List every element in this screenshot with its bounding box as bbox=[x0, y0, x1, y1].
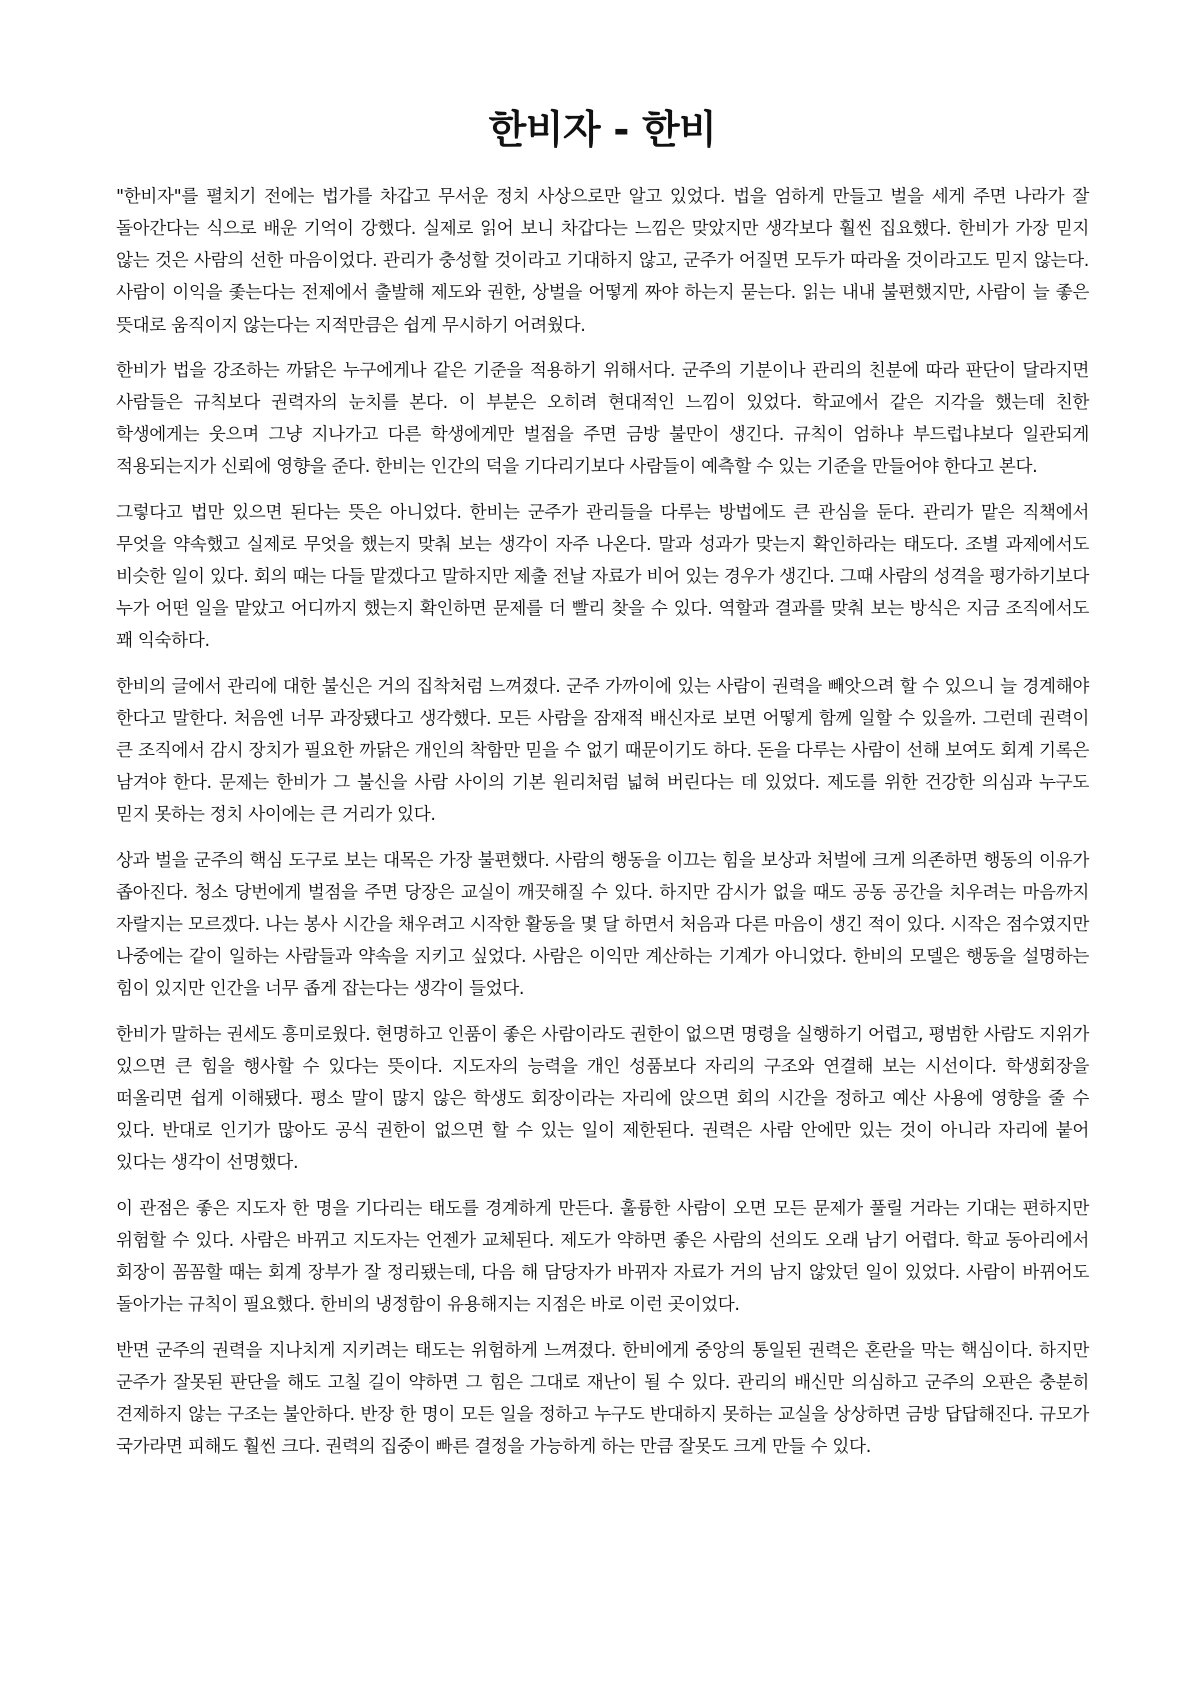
paragraph-3: 그렇다고 법만 있으면 된다는 뜻은 아니었다. 한비는 군주가 관리들을 다루는 방법에도 큰 관심을 둔다. 관리가 맡은 직책에서 무엇을 약속했고 실제로 무엇을 했는지 맞춰 보는 생각이 자주 나온다. 말과 성과가 맞는지 확인하라는 태도다. 조별 과제에서도 비슷한 일이 있다. 회의 때는 다들 맡겠다고 말하지만 제출 전날 자료가 비어 있는 경우가 생긴다. 그때 사람의 성격을 평가하기보다 누가 어떤 일을 맡았고 어디까지 했는지 확인하면 문제를 더 빨리 찾을 수 있다. 역할과 결과를 맞춰 보는 방식은 지금 조직에서도 꽤 익숙하다. bbox=[116, 502, 1089, 652]
document-title: 한비자 - 한비 bbox=[488, 108, 717, 153]
paragraph-4: 한비의 글에서 관리에 대한 불신은 거의 집착처럼 느껴졌다. 군주 가까이에 있는 사람이 권력을 빼앗으려 할 수 있으니 늘 경계해야 한다고 말한다. 처음엔 너무 과장됐다고 생각했다. 모든 사람을 잠재적 배신자로 보면 어떻게 함께 일할 수 있을까. 그런데 권력이 큰 조직에서 감시 장치가 필요한 까닭은 개인의 착함만 믿을 수 없기 때문이기도 하다. 돈을 다루는 사람이 선해 보여도 회계 기록은 남겨야 한다. 문제는 한비가 그 불신을 사람 사이의 기본 원리처럼 넓혀 버린다는 데 있었다. 제도를 위한 건강한 의심과 누구도 믿지 못하는 정치 사이에는 큰 거리가 있다. bbox=[116, 676, 1089, 826]
paragraph-5: 상과 벌을 군주의 핵심 도구로 보는 대목은 가장 불편했다. 사람의 행동을 이끄는 힘을 보상과 처벌에 크게 의존하면 행동의 이유가 좁아진다. 청소 당번에게 벌점을 주면 당장은 교실이 깨끗해질 수 있다. 하지만 감시가 없을 때도 공동 공간을 치우려는 마음까지 자랄지는 모르겠다. 나는 봉사 시간을 채우려고 시작한 활동을 몇 달 하면서 처음과 다른 마음이 생긴 적이 있다. 시작은 점수였지만 나중에는 같이 일하는 사람들과 약속을 지키고 싶었다. 사람은 이익만 계산하는 기계가 아니었다. 한비의 모델은 행동을 설명하는 힘이 있지만 인간을 너무 좁게 잡는다는 생각이 들었다. bbox=[116, 850, 1089, 1000]
paragraph-6: 한비가 말하는 권세도 흥미로웠다. 현명하고 인품이 좋은 사람이라도 권한이 없으면 명령을 실행하기 어렵고, 평범한 사람도 지위가 있으면 큰 힘을 행사할 수 있다는 뜻이다. 지도자의 능력을 개인 성품보다 자리의 구조와 연결해 보는 시선이다. 학생회장을 떠올리면 쉽게 이해됐다. 평소 말이 많지 않은 학생도 회장이라는 자리에 앉으면 회의 시간을 정하고 예산 사용에 영향을 줄 수 있다. 반대로 인기가 많아도 공식 권한이 없으면 할 수 있는 일이 제한된다. 권력은 사람 안에만 있는 것이 아니라 자리에 붙어 있다는 생각이 선명했다. bbox=[116, 1024, 1089, 1174]
paragraph-7: 이 관점은 좋은 지도자 한 명을 기다리는 태도를 경계하게 만든다. 훌륭한 사람이 오면 모든 문제가 풀릴 거라는 기대는 편하지만 위험할 수 있다. 사람은 바뀌고 지도자는 언젠가 교체된다. 제도가 약하면 좋은 사람의 선의도 오래 남기 어렵다. 학교 동아리에서 회장이 꼼꼼할 때는 회계 장부가 잘 정리됐는데, 다음 해 담당자가 바뀌자 자료가 거의 남지 않았던 일이 있었다. 사람이 바뀌어도 돌아가는 규칙이 필요했다. 한비의 냉정함이 유용해지는 지점은 바로 이런 곳이었다. bbox=[116, 1198, 1089, 1316]
paragraph-2: 한비가 법을 강조하는 까닭은 누구에게나 같은 기준을 적용하기 위해서다. 군주의 기분이나 관리의 친분에 따라 판단이 달라지면 사람들은 규칙보다 권력자의 눈치를 본다. 이 부분은 오히려 현대적인 느낌이 있었다. 학교에서 같은 지각을 했는데 친한 학생에게는 웃으며 그냥 지나가고 다른 학생에게만 벌점을 주면 금방 불만이 생긴다. 규칙이 엄하냐 부드럽냐보다 일관되게 적용되는지가 신뢰에 영향을 준다. 한비는 인간의 덕을 기다리기보다 사람들이 예측할 수 있는 기준을 만들어야 한다고 본다. bbox=[116, 360, 1089, 478]
paragraph-8: 반면 군주의 권력을 지나치게 지키려는 태도는 위험하게 느껴졌다. 한비에게 중앙의 통일된 권력은 혼란을 막는 핵심이다. 하지만 군주가 잘못된 판단을 해도 고칠 길이 약하면 그 힘은 그대로 재난이 될 수 있다. 관리의 배신만 의심하고 군주의 오판은 충분히 견제하지 않는 구조는 불안하다. 반장 한 명이 모든 일을 정하고 누구도 반대하지 못하는 교실을 상상하면 금방 답답해진다. 규모가 국가라면 피해도 훨씬 크다. 권력의 집중이 빠른 결정을 가능하게 하는 만큼 잘못도 크게 만들 수 있다. bbox=[116, 1340, 1089, 1458]
paragraph-1: "한비자"를 펼치기 전에는 법가를 차갑고 무서운 정치 사상으로만 알고 있었다. 법을 엄하게 만들고 벌을 세게 주면 나라가 잘 돌아간다는 식으로 배운 기억이 강했다. 실제로 읽어 보니 차갑다는 느낌은 맞았지만 생각보다 훨씬 집요했다. 한비가 가장 믿지 않는 것은 사람의 선한 마음이었다. 관리가 충성할 것이라고 기대하지 않고, 군주가 어질면 모두가 따라올 것이라고도 믿지 않는다. 사람이 이익을 좇는다는 전제에서 출발해 제도와 권한, 상벌을 어떻게 짜야 하는지 묻는다. 읽는 내내 불편했지만, 사람이 늘 좋은 뜻대로 움직이지 않는다는 지적만큼은 쉽게 무시하기 어려웠다. bbox=[116, 186, 1089, 336]
